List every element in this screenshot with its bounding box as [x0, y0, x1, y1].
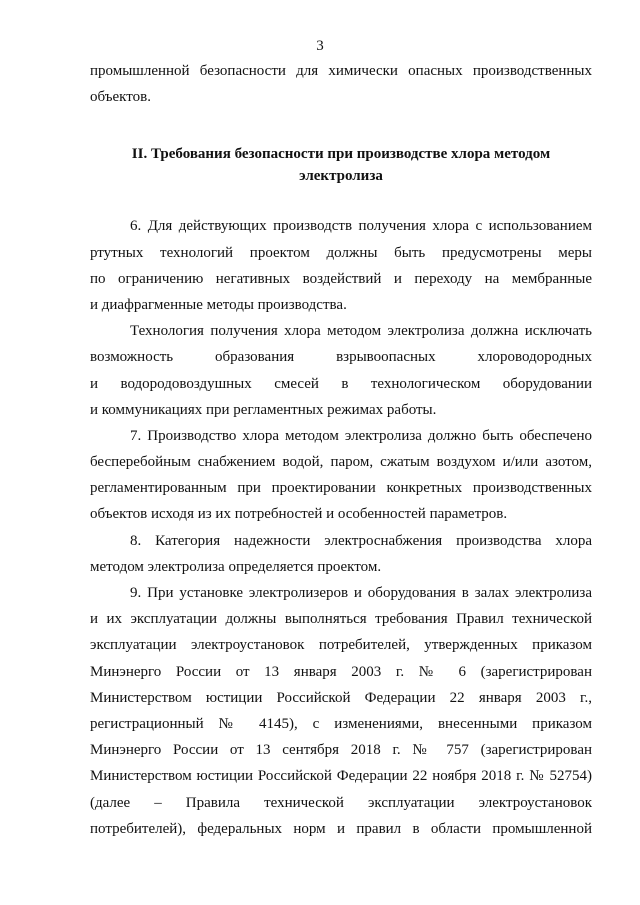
text-line: 6. Для действующих производств получения хлора с использованием	[130, 218, 592, 235]
text-line: эксплуатации электроустановок потребителей, утвержденных приказом	[90, 637, 592, 654]
text-line: бесперебойным снабжением водой, паром, сжатым воздухом и/или азотом,	[90, 454, 592, 471]
text-line: и их эксплуатации должны выполняться требования Правил технической	[90, 611, 592, 628]
paragraph-7	[90, 423, 592, 528]
paragraph-6-technology	[90, 318, 592, 423]
text-line: ртутных технологий проектом должны быть предусмотрены меры	[90, 244, 592, 261]
paragraph-8	[90, 528, 592, 580]
paragraph-9	[90, 580, 592, 842]
section-heading	[90, 143, 592, 187]
intro-paragraph	[90, 58, 592, 110]
text-line: Минэнерго России от 13 января 2003 г. № 6 (зарегистрирован	[90, 663, 592, 680]
text-line: 7. Производство хлора методом электролиза должно быть обеспечено	[130, 427, 592, 444]
page-number: 3	[316, 38, 324, 54]
text-line: 9. При установке электролизеров и оборудования в залах электролиза	[130, 585, 592, 601]
section-heading-line: II. Требования безопасности при производстве хлора методом	[131, 146, 551, 163]
document-body	[90, 58, 592, 842]
text-line: по ограничению негативных воздействий и переходу на мембранные	[90, 270, 592, 287]
text-line: объектов исходя из их потребностей и особенностей параметров.	[90, 506, 508, 523]
text-line: Минэнерго России от 13 сентября 2018 г. № 757 (зарегистрирован	[90, 742, 592, 759]
text-line: потребителей), федеральных норм и правил в области промышленной	[90, 820, 592, 837]
text-line: и диафрагменные методы производства.	[90, 296, 347, 313]
text-line: объектов.	[90, 89, 151, 106]
text-line: регламентированным при проектировании конкретных производственных	[90, 480, 592, 497]
section-heading-line: электролиза	[299, 168, 383, 185]
text-line: Министерством юстиции Российской Федерации 22 ноября 2018 г. № 52754)	[90, 768, 592, 785]
paragraph-6	[90, 213, 592, 318]
text-line: (далее – Правила технической эксплуатации электроустановок	[90, 794, 592, 811]
text-line: Технология получения хлора методом электролиза должна исключать	[130, 323, 592, 340]
text-line: 8. Категория надежности электроснабжения производства хлора	[130, 532, 592, 549]
text-line: и коммуникациях при регламентных режимах работы.	[90, 401, 437, 418]
text-line: промышленной безопасности для химически опасных производственных	[90, 63, 592, 79]
text-line: и водородовоздушных смесей в технологическом оборудовании	[90, 375, 592, 392]
text-line: Министерством юстиции Российской Федерации 22 января 2003 г.,	[90, 689, 592, 706]
text-line: возможность образования взрывоопасных хлороводородных	[90, 349, 592, 366]
text-line: регистрационный № 4145), с изменениями, внесенными приказом	[90, 715, 592, 732]
text-line: методом электролиза определяется проектом.	[90, 558, 382, 575]
